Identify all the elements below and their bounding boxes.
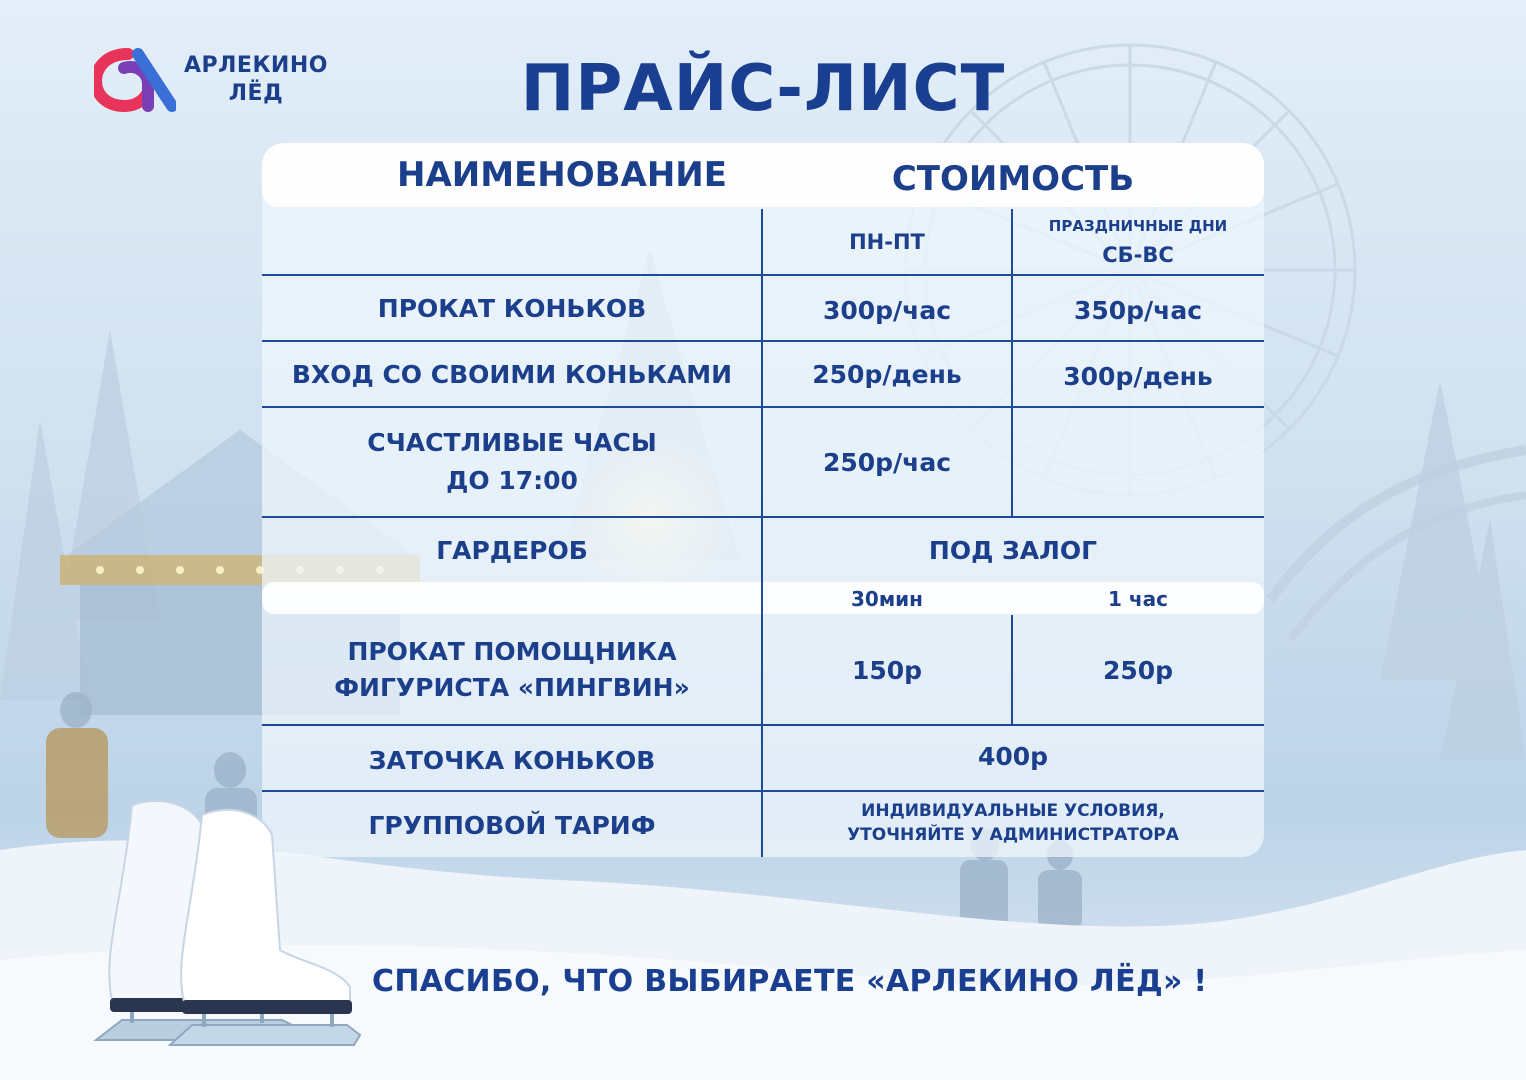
row-sharpening-name: ЗАТОЧКА КОНЬКОВ bbox=[368, 745, 656, 775]
row-own-skates-weekday: 250р/день bbox=[812, 359, 962, 389]
row-happy-hours-name-line2: ДО 17:00 bbox=[446, 466, 578, 495]
divider-penguin-prices bbox=[1011, 615, 1013, 725]
holiday-note: ПРАЗДНИЧНЫЕ ДНИ bbox=[1048, 217, 1228, 235]
row-group-name: ГРУППОВОЙ ТАРИФ bbox=[368, 810, 656, 840]
row-penguin-price-1hour: 250р bbox=[1102, 655, 1174, 685]
row-divider bbox=[262, 274, 1264, 276]
row-happy-hours-name bbox=[262, 407, 762, 517]
weekday-label: ПН-ПТ bbox=[849, 230, 925, 254]
row-sharpening-value: 400р bbox=[977, 741, 1049, 771]
row-wardrobe-name: ГАРДЕРОБ bbox=[436, 535, 588, 565]
row-divider bbox=[262, 516, 1264, 518]
footer-thanks: СПАСИБО, ЧТО ВЫБИРАЕТЕ «АРЛЕКИНО ЛЁД» ! bbox=[372, 964, 1208, 999]
weekend-label: СБ-ВС bbox=[1102, 243, 1174, 267]
page-title: ПРАЙС-ЛИСТ bbox=[520, 52, 1006, 126]
row-penguin-name bbox=[262, 615, 762, 725]
row-penguin-name-line2: ФИГУРИСТА «ПИНГВИН» bbox=[334, 673, 690, 702]
row-divider bbox=[262, 790, 1264, 792]
row-happy-hours-name-line1: СЧАСТЛИВЫЕ ЧАСЫ bbox=[367, 428, 657, 457]
row-wardrobe-value: ПОД ЗАЛОГ bbox=[928, 535, 1098, 565]
penguin-duration-30min: 30мин bbox=[850, 587, 923, 611]
row-divider bbox=[262, 340, 1264, 342]
divider-weekday-weekend bbox=[1011, 209, 1013, 517]
row-own-skates-name: ВХОД СО СВОИМИ КОНЬКАМИ bbox=[291, 359, 733, 389]
row-group-value-line2: УТОЧНЯЙТЕ У АДМИНИСТРАТОРА bbox=[847, 825, 1179, 845]
row-skate-rental-weekday: 300р/час bbox=[822, 295, 952, 325]
row-own-skates-weekend: 300р/день bbox=[1063, 361, 1213, 391]
row-penguin-price-30min: 150р bbox=[851, 655, 923, 685]
row-group-value bbox=[762, 793, 1264, 853]
row-divider bbox=[262, 406, 1264, 408]
brand-name-line1: АРЛЕКИНО bbox=[184, 53, 328, 78]
penguin-duration-1hour: 1 час bbox=[1108, 587, 1168, 611]
row-divider bbox=[262, 724, 1264, 726]
row-group-value-line1: ИНДИВИДУАЛЬНЫЕ УСЛОВИЯ, bbox=[861, 801, 1165, 821]
row-happy-hours-weekday: 250р/час bbox=[822, 447, 952, 477]
row-skate-rental-name: ПРОКАТ КОНЬКОВ bbox=[377, 293, 647, 323]
figure-skates-illustration bbox=[92, 795, 362, 1055]
divider-name-column bbox=[761, 209, 763, 857]
price-table bbox=[262, 143, 1264, 857]
row-penguin-name-line1: ПРОКАТ ПОМОЩНИКА bbox=[347, 637, 677, 666]
column-header-price: СТОИМОСТЬ bbox=[891, 159, 1135, 199]
brand-name-line2: ЛЁД bbox=[228, 81, 284, 106]
column-header-name: НАИМЕНОВАНИЕ bbox=[396, 155, 727, 195]
row-skate-rental-weekend: 350р/час bbox=[1073, 295, 1203, 325]
